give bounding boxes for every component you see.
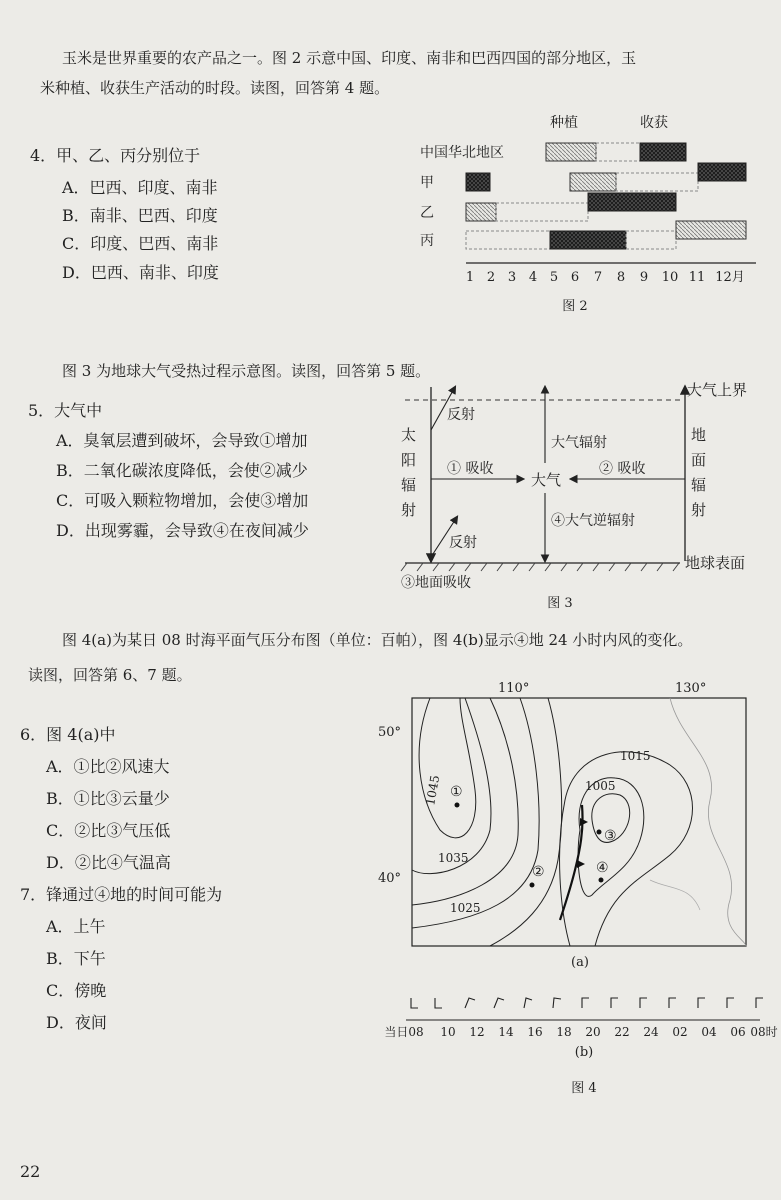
hour-tick: 20 [585,1025,601,1039]
lon-label-110: 110° [498,681,530,696]
figure-3-diagram [395,375,781,615]
q5-option-d: D．出现雾霾，会导致④在夜间减少 [56,521,309,540]
month-tick: 9 [639,270,649,285]
month-tick: 4 [528,270,538,285]
q7-option-d: D．夜间 [46,1013,107,1032]
month-tick: 6 [570,270,580,285]
q4-option-c: C．印度、巴西、南非 [62,234,219,253]
point-1-label: ① [450,784,463,800]
reflect-label-bottom: 反射 [449,535,477,551]
question-7-stem: 7．锋通过④地的时间可能为 [20,885,223,904]
row-label-yi: 乙 [420,205,434,221]
hour-tick: 14 [498,1025,514,1039]
figure-4-caption: 图 4 [571,1081,597,1096]
hour-tick: 02 [672,1025,688,1039]
point-3-dot [597,830,602,835]
bar-yi-plant [466,203,496,221]
solar-label-char: 太 [401,426,417,444]
ground-absorb-label: ③地面吸收 [401,575,471,591]
figure-2-chart [410,105,780,350]
coastline-inner [650,880,700,910]
point-4-dot [599,878,604,883]
bar-bing-growth-2 [626,231,676,249]
question-4-stem: 4．甲、乙、丙分别位于 [30,146,201,165]
atmosphere-label: 大气 [531,471,562,489]
hour-tick: 04 [701,1025,717,1039]
coastline [670,698,746,946]
page-number: 22 [20,1162,41,1181]
point-2-label: ② [532,864,545,880]
q5-option-b: B．二氧化碳浓度降低，会使②减少 [56,461,308,480]
q5-option-c: C．可吸入颗粒物增加，会使③增加 [56,491,309,510]
atmosphere-top-label: 大气上界 [687,381,748,399]
point-4-label: ④ [596,860,609,876]
bar-yi-harvest [588,193,676,211]
sub-b-label: (b) [574,1045,594,1060]
point-1-dot [455,803,460,808]
atm-radiation-label: 大气辐射 [551,435,607,451]
intro-line: 玉米是世界重要的农产品之一。图 2 示意中国、印度、南非和巴西四国的部分地区，玉 [62,49,637,67]
hour-tick: 06 [730,1025,746,1039]
bar-jia-harvest-2 [698,163,746,181]
sub-a-label: (a) [571,955,589,970]
q5-option-a: A．臭氧层遭到破坏，会导致①增加 [56,431,308,450]
month-tick: 1 [465,270,475,285]
hour-tick: 24 [643,1025,659,1039]
bar-bing-growth-1 [466,231,550,249]
wind-barbs [411,998,763,1008]
q7-option-b: B．下午 [46,949,106,968]
row-label-bing: 丙 [420,233,434,249]
question-6-stem: 6．图 4(a)中 [20,725,116,744]
solar-label-char: 射 [401,501,417,519]
bar-north-china-growth [596,143,640,161]
figure-3-caption: 图 3 [547,596,573,611]
solar-label-char: 阳 [401,451,417,469]
hour-tick: 08时 [750,1025,778,1039]
month-tick: 3 [507,270,517,285]
lat-label-50: 50° [378,725,402,740]
bar-jia-harvest-1 [466,173,490,191]
bar-bing-plant [676,221,746,239]
reflect-label-top: 反射 [447,407,475,423]
month-tick: 7 [593,270,603,285]
month-tick: 2 [486,270,496,285]
row-label-jia: 甲 [420,175,434,191]
isobar-1020 [490,698,562,946]
figure-2-caption: 图 2 [562,299,588,314]
isobar-label-1025: 1025 [450,901,481,915]
ground-rad-char: 辐 [691,476,707,494]
point-2-dot [530,883,535,888]
isobar-label-1045: 1045 [423,774,443,807]
q6-option-c: C．②比③气压低 [46,821,171,840]
q4-option-d: D．巴西、南非、印度 [62,263,219,282]
q7-option-a: A．上午 [46,917,106,936]
intro-line: 米种植、收获生产活动的时段。读图，回答第 4 题。 [40,79,390,97]
q7-option-c: C．傍晚 [46,981,107,1000]
isobar-label-1035: 1035 [438,851,469,865]
earth-surface-label: 地球表面 [685,554,746,572]
question-5-stem: 5．大气中 [28,401,103,420]
legend-plant-label: 种植 [550,115,578,131]
lat-label-40: 40° [378,871,402,886]
hour-tick: 10 [440,1025,456,1039]
bar-north-china-plant [546,143,596,161]
isobar-1045 [419,698,476,838]
isobar-label-1005: 1005 [585,779,616,793]
bar-jia-plant [570,173,616,191]
q4-option-a: A．巴西、印度、南非 [62,178,218,197]
hour-tick: 12 [469,1025,485,1039]
hour-tick: 16 [527,1025,543,1039]
month-tick: 11 [688,270,706,285]
ground-hatching [401,563,679,571]
intro-line: 图 3 为地球大气受热过程示意图。读图，回答第 5 题。 [62,362,431,380]
hour-tick: 当日08 [384,1025,424,1039]
month-tick: 5 [549,270,559,285]
lon-label-130: 130° [675,681,707,696]
hour-tick: 18 [556,1025,572,1039]
bar-bing-harvest [550,231,626,249]
back-radiation-label: ④大气逆辐射 [551,513,635,529]
q6-option-b: B．①比③云量少 [46,789,170,808]
isobar-label-1015: 1015 [620,749,651,763]
bar-jia-growth [616,173,698,191]
ground-rad-char: 射 [691,501,707,519]
q6-option-d: D．②比④气温高 [46,853,171,872]
q6-option-a: A．①比②风速大 [46,757,170,776]
q4-option-b: B．南非、巴西、印度 [62,206,218,225]
hour-tick: 22 [614,1025,630,1039]
bar-north-china-harvest [640,143,686,161]
month-tick: 12月 [715,270,745,285]
month-tick: 8 [616,270,626,285]
ground-rad-char: 面 [691,451,707,469]
absorb-2-label: ② 吸收 [599,461,646,477]
legend-harvest-label: 收获 [640,115,668,131]
intro-line: 图 4(a)为某日 08 时海平面气压分布图（单位：百帕），图 4(b)显示④地 24 小时内风的变化。 [62,631,693,649]
row-label-north-china: 中国华北地区 [420,145,504,161]
intro-line: 读图，回答第 6、7 题。 [28,666,192,684]
point-3-label: ③ [604,828,617,844]
ground-rad-char: 地 [691,426,707,444]
absorb-1-label: ① 吸收 [447,461,494,477]
solar-label-char: 辐 [401,476,417,494]
month-tick: 10 [661,270,679,285]
figure-4-map [370,680,781,1100]
bar-yi-growth [496,203,588,221]
